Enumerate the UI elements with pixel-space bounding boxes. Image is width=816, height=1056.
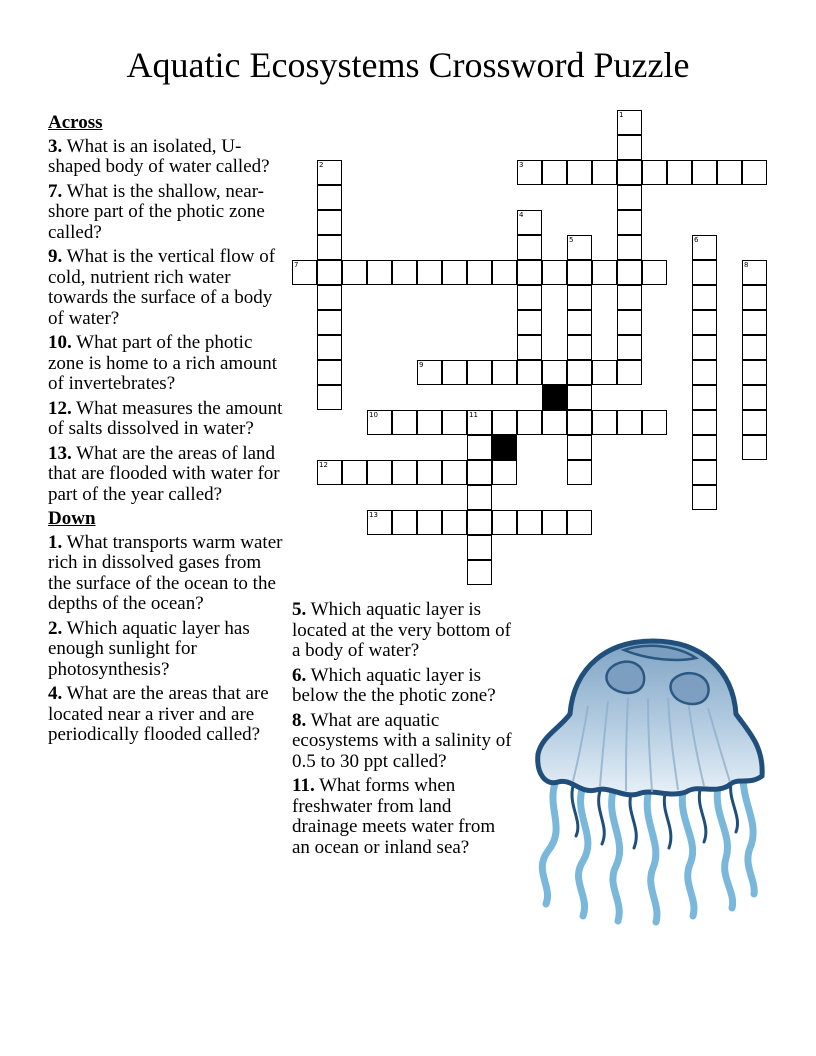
clue-number: 10.: [48, 332, 72, 353]
crossword-cell[interactable]: [317, 460, 342, 485]
crossword-cell[interactable]: [392, 460, 417, 485]
crossword-cell[interactable]: [517, 410, 542, 435]
crossword-cell[interactable]: [467, 510, 492, 535]
crossword-cell[interactable]: [742, 285, 767, 310]
clue-text: Which aquatic layer is below the the photic zone?: [292, 664, 496, 706]
crossword-cell[interactable]: [517, 360, 542, 385]
cell-number: 2: [319, 161, 324, 169]
crossword-cell[interactable]: [317, 385, 342, 410]
cell-number: 11: [469, 411, 478, 419]
crossword-cell[interactable]: [467, 435, 492, 460]
crossword-cell[interactable]: [742, 335, 767, 360]
crossword-cell[interactable]: [692, 410, 717, 435]
clue-number: 6.: [292, 664, 307, 686]
crossword-cell[interactable]: [417, 460, 442, 485]
crossword-cell[interactable]: [467, 485, 492, 510]
crossword-cell[interactable]: [742, 260, 767, 285]
crossword-cell[interactable]: [617, 335, 642, 360]
crossword-cell[interactable]: [392, 510, 417, 535]
crossword-cell[interactable]: [692, 235, 717, 260]
clue-number: 9.: [48, 246, 63, 267]
crossword-cell[interactable]: [317, 260, 342, 285]
cell-number: 8: [744, 261, 749, 269]
crossword-cell[interactable]: [617, 185, 642, 210]
clue-text: What are the areas of land that are flooded with water for part of the year called?: [48, 442, 280, 505]
crossword-cell[interactable]: [542, 360, 567, 385]
crossword-cell[interactable]: [617, 360, 642, 385]
clue-number: 1.: [48, 531, 63, 553]
clue-text: What forms when freshwater from land drainage meets water from an ocean or inland sea?: [292, 775, 496, 858]
crossword-block: [542, 385, 567, 410]
clue-down-6: [292, 666, 512, 707]
crossword-cell[interactable]: [467, 560, 492, 585]
cell-number: 12: [319, 461, 328, 469]
crossword-cell[interactable]: [542, 410, 567, 435]
crossword-cell[interactable]: [567, 410, 592, 435]
crossword-cell[interactable]: [692, 335, 717, 360]
crossword-cell[interactable]: [692, 460, 717, 485]
crossword-cell[interactable]: [567, 285, 592, 310]
clue-text: What measures the amount of salts dissolved in water?: [48, 397, 283, 439]
clue-number: 13.: [48, 442, 72, 464]
crossword-cell[interactable]: [567, 310, 592, 335]
clues-column-middle: [292, 600, 512, 862]
clue-down-8: [292, 711, 512, 773]
crossword-cell[interactable]: [617, 260, 642, 285]
crossword-cell[interactable]: [492, 510, 517, 535]
crossword-cell[interactable]: [742, 385, 767, 410]
crossword-cell[interactable]: [417, 360, 442, 385]
clue-down-4: [48, 684, 284, 746]
crossword-cell[interactable]: [517, 210, 542, 235]
crossword-cell[interactable]: [692, 160, 717, 185]
crossword-cell[interactable]: [492, 460, 517, 485]
crossword-cell[interactable]: [417, 510, 442, 535]
crossword-cell[interactable]: [392, 410, 417, 435]
crossword-cell[interactable]: [742, 160, 767, 185]
crossword-cell[interactable]: [692, 485, 717, 510]
crossword-cell[interactable]: [692, 310, 717, 335]
crossword-cell[interactable]: [317, 360, 342, 385]
crossword-cell[interactable]: [742, 410, 767, 435]
crossword-cell[interactable]: [567, 435, 592, 460]
clue-text: What is the vertical flow of cold, nutrient rich water towards the surface of a body of water?: [48, 246, 276, 329]
crossword-cell[interactable]: [592, 410, 617, 435]
crossword-cell[interactable]: [442, 260, 467, 285]
crossword-cell[interactable]: [367, 460, 392, 485]
crossword-cell[interactable]: [492, 260, 517, 285]
cell-number: 1: [619, 111, 624, 119]
crossword-cell[interactable]: [467, 460, 492, 485]
crossword-cell[interactable]: [742, 435, 767, 460]
clue-number: 4.: [48, 683, 63, 704]
crossword-cell[interactable]: [517, 335, 542, 360]
clue-number: 3.: [48, 135, 63, 157]
crossword-cell[interactable]: [742, 360, 767, 385]
across-heading: Across: [48, 112, 103, 133]
crossword-cell[interactable]: [642, 410, 667, 435]
crossword-cell[interactable]: [617, 135, 642, 160]
crossword-cell[interactable]: [567, 335, 592, 360]
cell-number: 13: [369, 511, 378, 519]
crossword-cell[interactable]: [592, 260, 617, 285]
clue-text: What are the areas that are located near a river and are periodically flooded called?: [48, 683, 269, 745]
crossword-cell[interactable]: [617, 160, 642, 185]
crossword-cell[interactable]: [317, 235, 342, 260]
crossword-cell[interactable]: [567, 385, 592, 410]
crossword-cell[interactable]: [542, 510, 567, 535]
crossword-cell[interactable]: [642, 160, 667, 185]
crossword-cell[interactable]: [317, 335, 342, 360]
crossword-cell[interactable]: [617, 310, 642, 335]
crossword-cell[interactable]: [367, 510, 392, 535]
crossword-cell[interactable]: [717, 160, 742, 185]
down-heading: Down: [48, 508, 96, 529]
crossword-cell[interactable]: [467, 360, 492, 385]
crossword-cell[interactable]: [367, 410, 392, 435]
crossword-block: [492, 435, 517, 460]
crossword-cell[interactable]: [592, 160, 617, 185]
crossword-cell[interactable]: [567, 510, 592, 535]
crossword-cell[interactable]: [342, 460, 367, 485]
crossword-cell[interactable]: [517, 235, 542, 260]
crossword-cell[interactable]: [317, 210, 342, 235]
bell: [538, 641, 762, 795]
clue-number: 7.: [48, 180, 63, 202]
crossword-cell[interactable]: [517, 310, 542, 335]
crossword-cell[interactable]: [692, 435, 717, 460]
crossword-cell[interactable]: [517, 285, 542, 310]
crossword-cell[interactable]: [692, 260, 717, 285]
crossword-cell[interactable]: [492, 410, 517, 435]
clue-number: 2.: [48, 617, 63, 639]
crossword-cell[interactable]: [367, 260, 392, 285]
crossword-cell[interactable]: [467, 260, 492, 285]
crossword-cell[interactable]: [692, 360, 717, 385]
jellyfish-illustration: [528, 636, 768, 926]
crossword-cell[interactable]: [617, 285, 642, 310]
crossword-cell[interactable]: [692, 285, 717, 310]
clue-number: 11.: [292, 775, 315, 796]
crossword-cell[interactable]: [317, 310, 342, 335]
crossword-cell[interactable]: [392, 260, 417, 285]
crossword-cell[interactable]: [567, 460, 592, 485]
crossword-cell[interactable]: [567, 260, 592, 285]
crossword-cell[interactable]: [592, 360, 617, 385]
clue-text: What is an isolated, U-shaped body of water called?: [48, 135, 270, 177]
cell-number: 9: [419, 361, 424, 369]
crossword-cell[interactable]: [692, 385, 717, 410]
cell-number: 5: [569, 236, 574, 244]
crossword-cell[interactable]: [642, 260, 667, 285]
crossword-cell[interactable]: [467, 535, 492, 560]
crossword-cell[interactable]: [742, 310, 767, 335]
clue-number: 8.: [292, 709, 307, 731]
clue-number: 5.: [292, 599, 307, 620]
crossword-cell[interactable]: [542, 260, 567, 285]
cell-number: 7: [294, 261, 299, 269]
clue-down-11: [292, 776, 512, 858]
crossword-cell[interactable]: [342, 260, 367, 285]
crossword-cell[interactable]: [617, 235, 642, 260]
crossword-cell[interactable]: [317, 285, 342, 310]
clue-text: What transports warm water rich in dissolved gases from the surface of the ocean to the depths of the ocean?: [48, 531, 283, 614]
crossword-cell[interactable]: [517, 160, 542, 185]
crossword-cell[interactable]: [492, 360, 517, 385]
clue-text: Which aquatic layer has enough sunlight for photosynthesis?: [48, 617, 250, 680]
clue-text: What is the shallow, near-shore part of the photic zone called?: [48, 180, 265, 243]
crossword-cell[interactable]: [667, 160, 692, 185]
crossword-cell[interactable]: [417, 410, 442, 435]
clue-text: What are aquatic ecosystems with a salinity of 0.5 to 30 ppt called?: [292, 709, 512, 772]
crossword-cell[interactable]: [517, 510, 542, 535]
crossword-cell[interactable]: [442, 360, 467, 385]
crossword-cell[interactable]: [467, 410, 492, 435]
crossword-cell[interactable]: [442, 410, 467, 435]
crossword-cell[interactable]: [442, 510, 467, 535]
crossword-cell[interactable]: [292, 260, 317, 285]
crossword-cell[interactable]: [517, 260, 542, 285]
clue-down-2: [48, 619, 284, 681]
tentacles: [542, 776, 754, 922]
cell-number: 3: [519, 161, 524, 169]
clue-number: 12.: [48, 397, 72, 419]
crossword-cell[interactable]: [617, 210, 642, 235]
crossword-cell[interactable]: [567, 235, 592, 260]
cell-number: 6: [694, 236, 699, 244]
crossword-cell[interactable]: [317, 160, 342, 185]
crossword-cell[interactable]: [417, 260, 442, 285]
crossword-cell[interactable]: [617, 110, 642, 135]
clue-down-5: [292, 600, 512, 662]
crossword-cell[interactable]: [317, 185, 342, 210]
clue-text: Which aquatic layer is located at the very bottom of a body of water?: [292, 599, 511, 661]
crossword-cell[interactable]: [542, 160, 567, 185]
crossword-cell[interactable]: [617, 410, 642, 435]
crossword-cell[interactable]: [567, 360, 592, 385]
crossword-cell[interactable]: [567, 160, 592, 185]
clue-text: What part of the photic zone is home to a rich amount of invertebrates?: [48, 332, 277, 394]
crossword-cell[interactable]: [442, 460, 467, 485]
page-title: Aquatic Ecosystems Crossword Puzzle: [126, 45, 690, 85]
cell-number: 4: [519, 211, 524, 219]
cell-number: 10: [369, 411, 378, 419]
